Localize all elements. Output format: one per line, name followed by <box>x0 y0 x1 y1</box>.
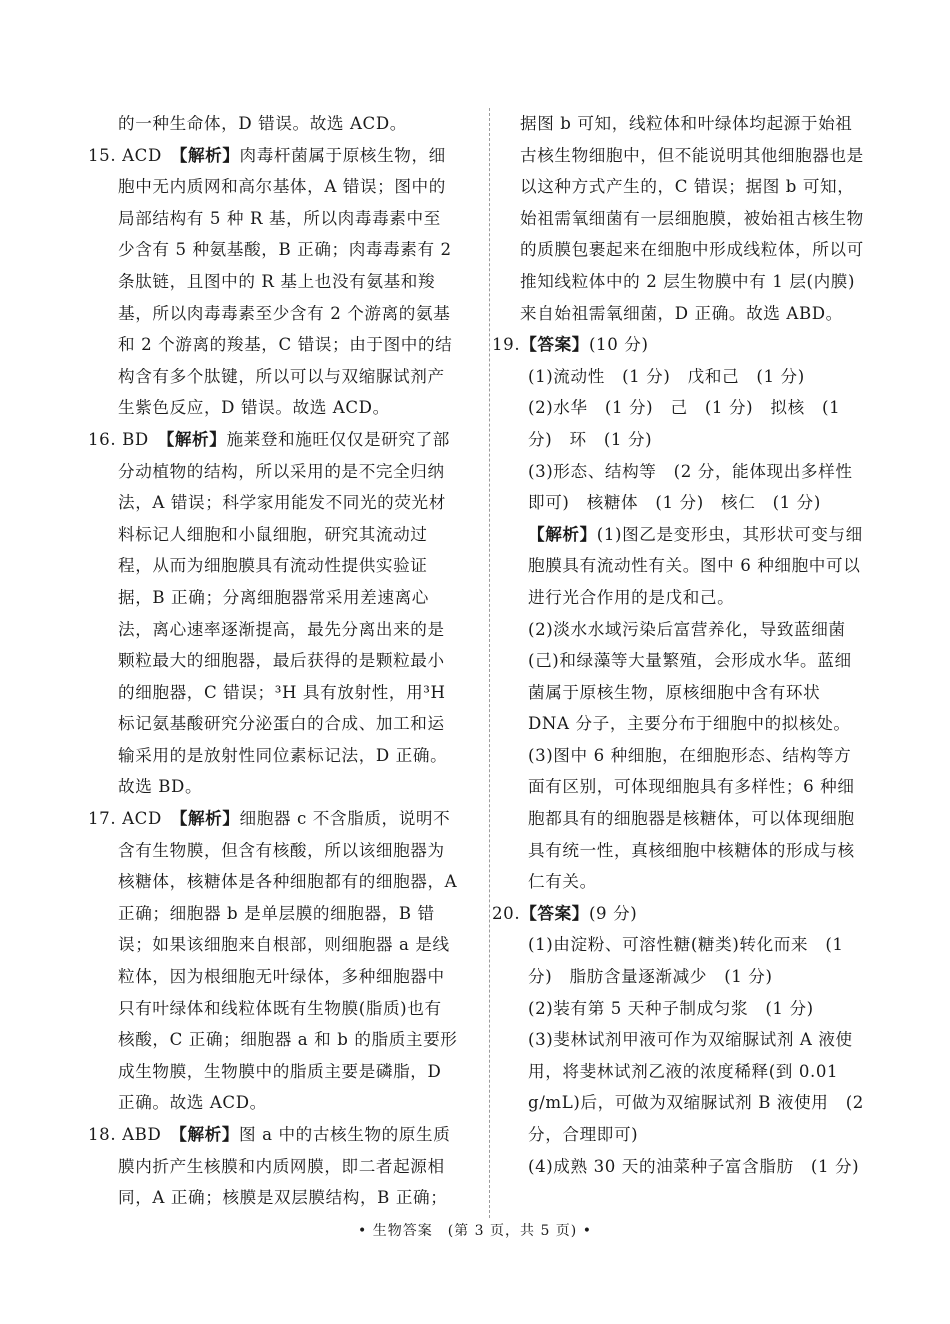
q18-analysis-tag: 【解析】 <box>178 1125 240 1144</box>
q20-answer-4: (4)成熟 30 天的油菜种子富含脂肪 (1 分) <box>528 1156 860 1176</box>
q19-analysis-1 <box>520 519 864 614</box>
q20-header <box>492 898 864 930</box>
q16-analysis: 施莱登和施旺仅仅是研究了部分动植物的结构，所以采用的是不完全归纳法，A 错误；科学家用能发不同光的荧光材料标记人细胞和小鼠细胞，研究其流动过程，从而为细胞膜具有流动性提供实验证据，B 正确；分离细胞器常采用差速离心法，离心速率逐渐提高，最先分离出来的是颗粒最大的细胞器，最后获得的是颗粒最小的细胞器，C 错误；³H 具有放射性，用³H 标记氨基酸研究分泌蛋白的合成、加工和运输采用的是放射性同位素标记法，D 正确。故选 BD。 <box>118 429 450 797</box>
q15-analysis: 肉毒杆菌属于原核生物，细胞中无内质网和高尔基体，A 错误；图中的局部结构有 5 种 R 基，所以肉毒毒素中至少含有 5 种氨基酸，B 正确；肉毒毒素有 2 条肽链，且图中的 R 基上也没有氨基和羧基，所以肉毒毒素至少含有 2 个游离的氨基和 2 个游离的羧基，C 错误；由于图中的结构含有多个肽键，所以可以与双缩脲试剂产生紫色反应，D 错误。故选 ACD。 <box>118 145 453 418</box>
q17-answer <box>88 803 458 1119</box>
q20-number: 20. <box>492 903 521 923</box>
q17-number: 17. ACD <box>88 809 162 829</box>
q16-answer <box>88 424 458 803</box>
q16-analysis-tag: 【解析】 <box>165 429 227 449</box>
q14-continuation: 的一种生命体，D 错误。故选 ACD。 <box>118 114 407 133</box>
q20-answer-3: (3)斐林试剂甲液可作为双缩脲试剂 A 液使用，将斐林试剂乙液的浓度稀释(到 0.01 g/mL)后，可做为双缩脲试剂 B 液使用 (2 分，合理即可) <box>528 1030 864 1144</box>
q16-number: 16. BD <box>88 429 149 449</box>
q18-continuation: 据图 b 可知，线粒体和叶绿体均起源于始祖古核生物细胞中，但不能说明其他细胞器也是以这种方式产生的，C 错误；据图 b 可知，始祖需氧细菌有一层细胞膜，被始祖古核生物的质膜包裹起来在细胞中形成线粒体，所以可推知线粒体中的 2 层生物膜中有 1 层(内膜)来自始祖需氧细菌，D 正确。故选 ABD。 <box>520 114 864 323</box>
q20-answer-2: (2)装有第 5 天种子制成匀浆 (1 分) <box>528 998 814 1018</box>
q19-analysis-tag: 【解析】 <box>528 524 597 544</box>
q19-header <box>492 329 864 361</box>
q20-answer-1: (1)由淀粉、可溶性糖(糖类)转化而来 (1 分) 脂肪含量逐渐减少 (1 分) <box>528 935 844 987</box>
q19-answer-1: (1)流动性 (1 分) 戊和己 (1 分) <box>528 366 805 386</box>
q19-analysis-1-text: (1)图乙是变形虫，其形状可变与细胞膜具有流动性有关。图中 6 种细胞中可以进行光合作用的是戊和己。 <box>528 524 863 607</box>
column-divider <box>489 108 490 1218</box>
q19-answer-2: (2)水华 (1 分) 己 (1 分) 拟核 (1 分) 环 (1 分) <box>528 398 841 449</box>
q15-analysis-tag: 【解析】 <box>179 145 240 165</box>
q17-analysis: 细胞器 c 不含脂质，说明不含有生物膜，但含有核酸，所以该细胞器为核糖体，核糖体是各种细胞都有的细胞器，A 正确；细胞器 b 是单层膜的细胞器，B 错误；如果该细胞来自根部，则细胞器 a 是线粒体，因为根细胞无叶绿体，多种细胞器中只有叶绿体和线粒体既有生物膜(脂质)也有核酸，C 正确；细胞器 a 和 b 的脂质主要形成生物膜，生物膜中的脂质主要是磷脂，D 正确。故选 ACD。 <box>118 809 458 1113</box>
q19-analysis-3: (3)图中 6 种细胞，在细胞形态、结构等方面有区别，可体现细胞具有多样性；6 种细胞都具有的细胞器是核糖体，可以体现细胞具有统一性，真核细胞中核糖体的形成与核仁有关。 <box>528 745 855 892</box>
right-column <box>492 108 864 1182</box>
q18-answer <box>88 1119 458 1214</box>
q15-number: 15. ACD <box>88 145 162 165</box>
q17-analysis-tag: 【解析】 <box>179 809 240 829</box>
q15-answer <box>88 140 458 424</box>
q20-answer-tag: 【答案】 <box>520 903 589 923</box>
q19-number: 19. <box>492 335 521 355</box>
page-footer: • 生物答案 (第 3 页，共 5 页) • <box>358 1223 592 1239</box>
q18-analysis: 图 a 中的古核生物的原生质膜内折产生核膜和内质网膜，即二者起源相同，A 正确；核膜是双层膜结构，B 正确； <box>118 1125 451 1208</box>
q19-analysis-2: (2)淡水水域污染后富营养化，导致蓝细菌(己)和绿藻等大量繁殖，会形成水华。蓝细菌属于原核生物，原核细胞中含有环状 DNA 分子，主要分布于细胞中的拟核处。 <box>528 619 852 734</box>
q18-number: 18. ABD <box>88 1125 162 1144</box>
q20-score: (9 分) <box>588 903 638 923</box>
q19-answer-tag: 【答案】 <box>520 335 589 355</box>
q19-answer-3: (3)形态、结构等 (2 分，能体现出多样性即可) 核糖体 (1 分) 核仁 (1 分) <box>528 461 853 513</box>
q19-score: (10 分) <box>588 335 649 355</box>
left-column <box>88 108 458 1214</box>
